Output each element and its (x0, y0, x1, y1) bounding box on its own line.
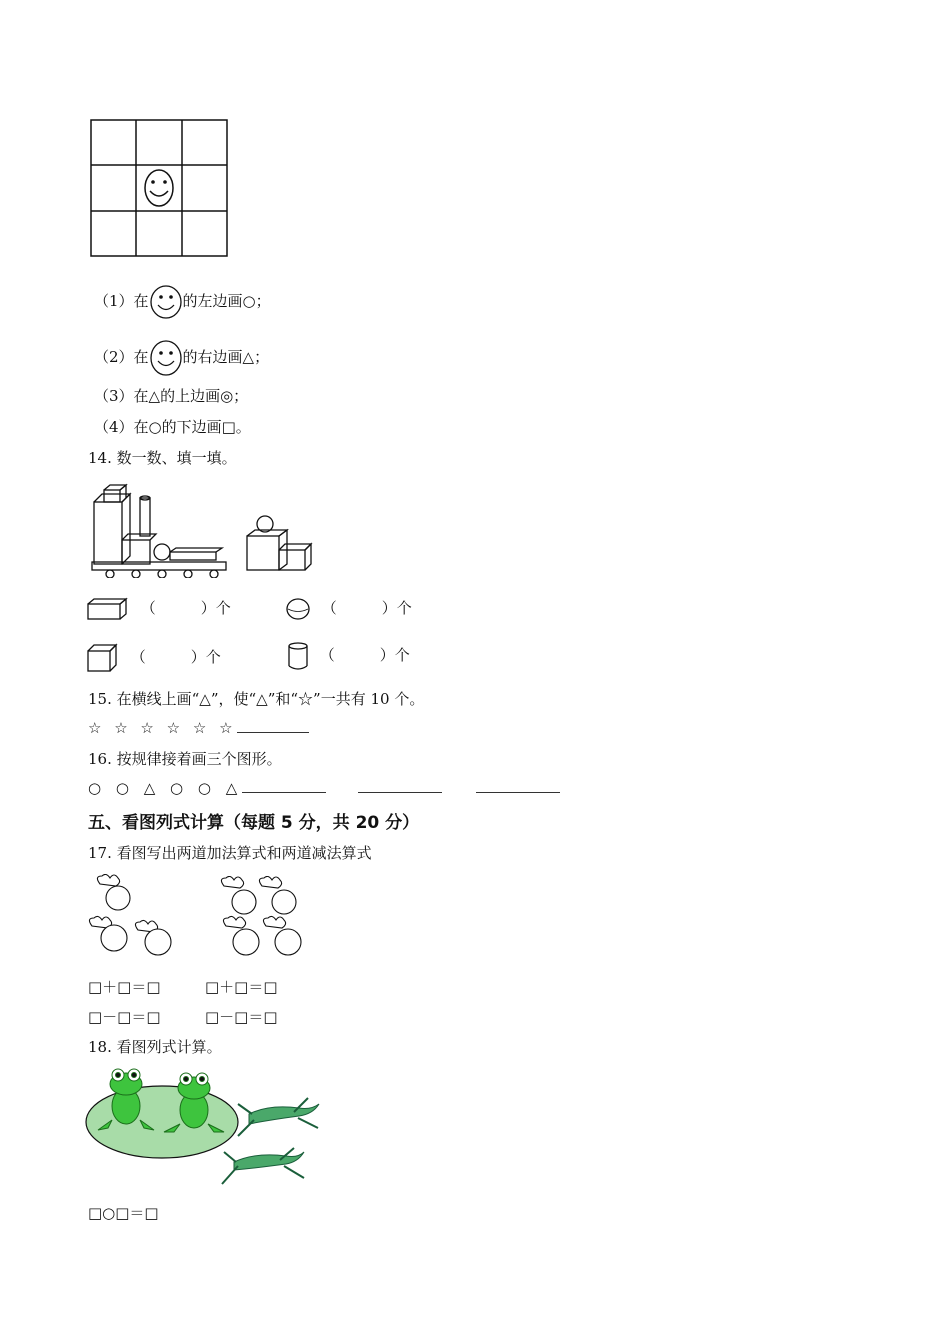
q15-title: 15. 在横线上画“△”，使“△”和“☆”一共有 10 个。 (88, 690, 425, 708)
sphere-icon (285, 597, 311, 621)
block-stack-picture (243, 514, 313, 574)
answer-line[interactable] (358, 778, 442, 793)
fill-cuboid-blank: （ ）个 (140, 599, 231, 617)
q15-stars: ☆ ☆ ☆ ☆ ☆ ☆ (88, 719, 237, 737)
q17-add-eq-1[interactable]: □＋□＝□ (88, 978, 161, 996)
fill-sphere (285, 597, 412, 621)
q14-title: 14. 数一数、填一填。 (88, 449, 237, 467)
q16-pattern: ○ ○ △ ○ ○ △ (88, 779, 243, 797)
q17-sub-eq-2[interactable]: □－□＝□ (205, 1008, 278, 1026)
q15-answer-row (88, 718, 309, 737)
fill-cube-blank: （ ）个 (130, 648, 221, 666)
fill-cylinder (287, 641, 410, 671)
q13-item-4: （4）在○的下边画□。 (94, 418, 251, 436)
answer-line[interactable] (242, 778, 326, 793)
q13-item-2: （2）在 的右边画△； (94, 339, 269, 377)
answer-line[interactable] (237, 718, 309, 733)
radish-group-right (218, 876, 308, 962)
q16-answer-row (88, 778, 560, 797)
q13-item-1: （1）在 的左边画○； (94, 284, 271, 320)
q18-eq[interactable]: □○□＝□ (88, 1204, 159, 1222)
grid-with-smiley (90, 119, 230, 259)
smiley-icon (149, 339, 183, 377)
q17-title: 17. 看图写出两道加法算式和两道减法算式 (88, 844, 372, 862)
fill-cube (86, 643, 221, 673)
radish-group-left (88, 874, 180, 960)
q16-title: 16. 按规律接着画三个图形。 (88, 750, 282, 768)
frogs-picture (84, 1062, 334, 1192)
q18-title: 18. 看图列式计算。 (88, 1038, 222, 1056)
cylinder-icon (287, 641, 309, 671)
q17-sub-eq-1[interactable]: □－□＝□ (88, 1008, 161, 1026)
fill-sphere-blank: （ ）个 (321, 599, 412, 617)
q17-add-eq-2[interactable]: □＋□＝□ (205, 978, 278, 996)
q13-item-3: （3）在△的上边画◎； (94, 387, 249, 405)
answer-line[interactable] (476, 778, 560, 793)
block-train-picture (90, 482, 230, 578)
cuboid-icon (86, 597, 128, 621)
cube-icon (86, 643, 118, 673)
section-heading: 五、看图列式计算（每题 5 分，共 20 分） (88, 813, 420, 833)
smiley-icon (149, 284, 183, 320)
fill-cuboid (86, 597, 231, 621)
fill-cylinder-blank: （ ）个 (319, 646, 410, 664)
